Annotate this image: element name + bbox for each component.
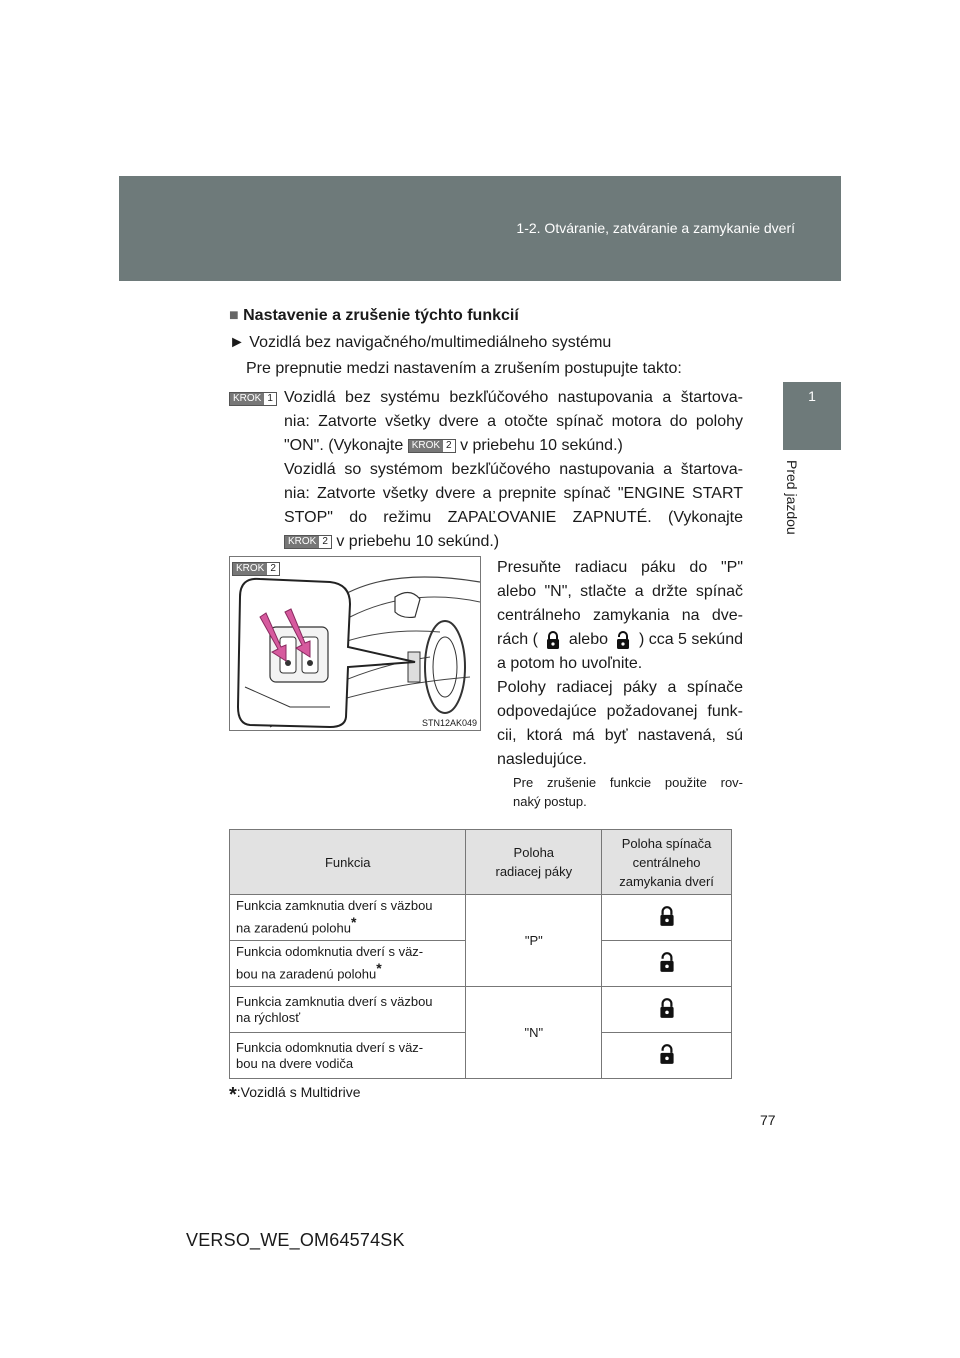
footnote-text: :Vozidlá s Multidrive: [236, 1084, 361, 1100]
step-1-line: nia: Zatvorte všetky dvere a prepnite spínač "ENGINE START: [284, 485, 743, 502]
door-lock-switch-illustration: [229, 556, 481, 731]
triangle-arrow-icon: ►: [229, 334, 245, 351]
illustration-code: STN12AK049: [421, 718, 477, 728]
krok-number: 2: [319, 536, 331, 548]
unlock-icon: [658, 951, 676, 973]
step-1-line: [284, 434, 743, 458]
krok-label: KROK: [230, 393, 264, 405]
function-cell: Funkcia odomknutia dverí s väz- bou na zaradenú polohu*: [230, 941, 466, 987]
step-2-text-fragment: rách (: [497, 631, 538, 648]
document-id: VERSO_WE_OM64574SK: [186, 1230, 405, 1250]
car-interior-drawing: [230, 557, 480, 730]
lever-position-cell: "P": [466, 895, 602, 987]
step-2-line: a potom ho uvoľnite.: [497, 655, 643, 672]
page-header-band: [119, 176, 841, 281]
chapter-label-text: Pred jazdou: [784, 460, 800, 535]
step-2-text-fragment: ) cca 5 sekúnd: [638, 631, 743, 648]
note-line: Pre zrušenie funkcie použite rov-: [513, 775, 743, 790]
section-heading: [229, 304, 519, 328]
table-row: [230, 895, 732, 941]
krok-label: KROK: [285, 536, 319, 548]
krok-label: KROK: [409, 440, 443, 452]
lock-position-cell: [602, 941, 732, 987]
section-title: 1-2. Otváranie, zatváranie a zamykanie dverí: [516, 220, 795, 236]
krok-number: 1: [264, 393, 276, 405]
krok-2-inline-badge: [408, 439, 456, 453]
function-cell: Funkcia zamknutia dverí s väzbou na rýchlosť: [230, 987, 466, 1033]
lock-icon: [545, 630, 561, 650]
table-row: [230, 987, 732, 1033]
lock-position-cell: [602, 895, 732, 941]
table-header: Funkcia: [230, 830, 466, 895]
lock-position-cell: [602, 1033, 732, 1079]
step-1-line: Vozidlá so systémom bezkľúčového nastupovania a štartova-: [284, 461, 743, 478]
step-2-line: odpovedajúce požadovanej funk-: [497, 703, 743, 720]
footnote: [229, 1084, 361, 1107]
function-cell: Funkcia zamknutia dverí s väzbou na zaradenú polohu*: [230, 895, 466, 941]
step-1-line: STOP" do režimu ZAPAĽOVANIE ZAPNUTÉ. (Vykonajte: [284, 509, 743, 526]
subheading: [229, 331, 611, 355]
lock-icon: [658, 905, 676, 927]
unlock-icon: [658, 1043, 676, 1065]
chapter-tab: [783, 382, 841, 450]
function-cell: Funkcia odomknutia dverí s väz- bou na dvere vodiča: [230, 1033, 466, 1079]
subheading-text: Vozidlá bez navigačného/multimediálneho systému: [249, 334, 612, 351]
step-2-para-2: [497, 676, 743, 772]
step-2-line: Polohy radiacej páky a spínače: [497, 679, 743, 696]
step-1-text-fragment: v priebehu 10 sekúnd.): [336, 533, 500, 550]
lock-icon: [658, 997, 676, 1019]
step-2-line: centrálneho zamykania na dve-: [497, 607, 743, 624]
krok-number: 2: [443, 440, 455, 452]
step-2-line: Presuňte radiacu páku do "P": [497, 559, 743, 576]
step-2-note: [513, 773, 743, 811]
square-bullet-icon: ■: [229, 307, 239, 324]
step-1-line: nia: Zatvorte všetky dvere a otočte spínač motora do polohy: [284, 413, 743, 430]
note-line: naký postup.: [513, 794, 587, 809]
step-2-line: alebo "N", stlačte a držte spínač: [497, 583, 743, 600]
table-header: Poloha spínača centrálneho zamykania dverí: [602, 830, 732, 895]
krok-number: 2: [267, 563, 279, 575]
lever-position-cell: "N": [466, 987, 602, 1079]
chapter-label: [780, 460, 810, 600]
step-2-line: [497, 628, 743, 652]
chapter-number: 1: [808, 388, 816, 404]
step-2-line: nasledujúce.: [497, 751, 587, 768]
page-number: 77: [760, 1112, 776, 1128]
unlock-icon: [615, 630, 631, 650]
table-header-row: [230, 830, 732, 895]
step-1-text: [284, 386, 743, 554]
step-1-text-fragment: "ON". (Vykonajte: [284, 437, 404, 454]
krok-label: KROK: [233, 563, 267, 575]
krok-2-inline-badge: [284, 535, 332, 549]
krok-1-badge: [229, 390, 277, 408]
step-1-line: [284, 530, 743, 554]
section-heading-text: Nastavenie a zrušenie týchto funkcií: [243, 307, 519, 324]
step-2-line: cii, ktorá má byť nastavená, sú: [497, 727, 743, 744]
table-header: Poloha radiacej páky: [466, 830, 602, 895]
function-table: [229, 829, 732, 1079]
intro-text: Pre prepnutie medzi nastavením a zrušením postupujte takto:: [246, 360, 682, 377]
step-1-line: Vozidlá bez systému bezkľúčového nastupovania a štartova-: [284, 389, 743, 406]
step-1-text-fragment: v priebehu 10 sekúnd.): [460, 437, 623, 454]
footnote-star: *: [229, 1084, 237, 1106]
step-2-text: [497, 556, 743, 676]
step-2-text-fragment: alebo: [568, 631, 608, 648]
lock-position-cell: [602, 987, 732, 1033]
